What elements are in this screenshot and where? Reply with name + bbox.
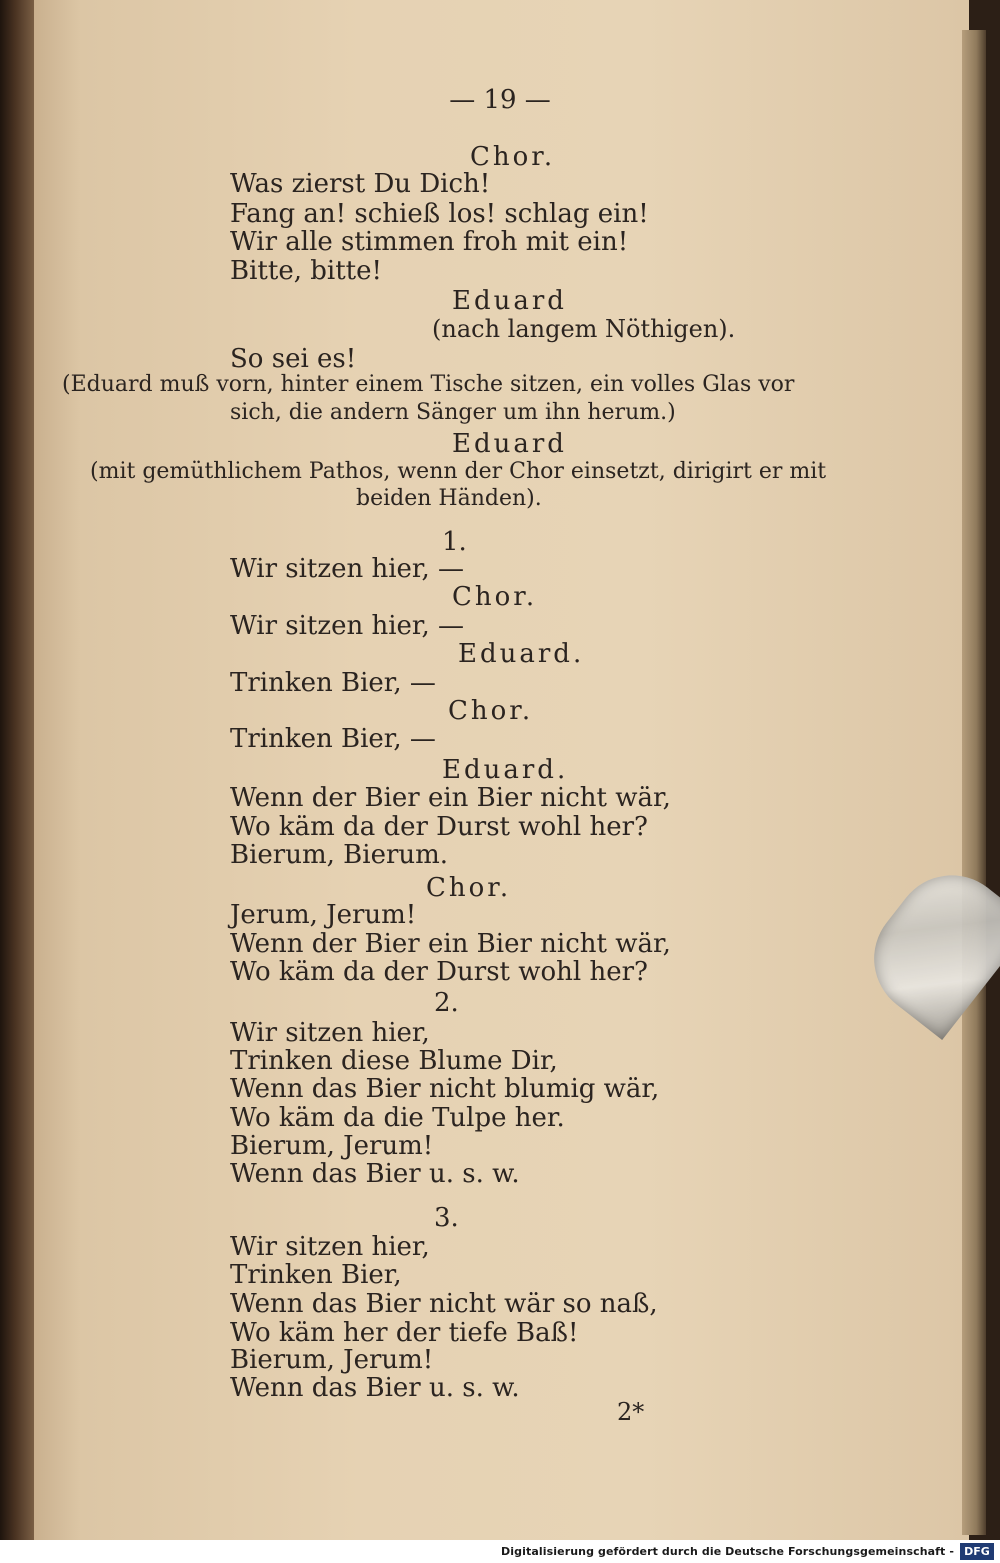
footer-credit: Digitalisierung gefördert durch die Deutsche Forschungsgemeinschaft - [501,1545,954,1558]
text-line-direction: (Eduard muß vorn, hinter einem Tische sitzen, ein volles Glas vor [62,372,795,397]
text-line-direction: (nach langem Nöthigen). [432,315,736,343]
page-number: — 19 — [449,85,551,115]
text-line-verse: Wo käm da der Durst wohl her? [230,957,648,987]
text-line-direction: (mit gemüthlichem Pathos, wenn der Chor einsetzt, dirigirt er mit [90,459,827,484]
text-line-verse: Wenn das Bier nicht blumig wär, [230,1074,660,1104]
text-line-verse: Trinken Bier, — [230,724,436,754]
text-line-verse: Wir sitzen hier, — [230,554,465,584]
text-line-verse: Wenn der Bier ein Bier nicht wär, [230,783,671,813]
signature-mark: 2* [617,1398,645,1426]
text-line-direction: sich, die andern Sänger um ihn herum.) [230,400,676,425]
text-line-verse: Bitte, bitte! [230,256,382,286]
text-line-verse: Bierum, Bierum. [230,840,449,870]
text-line-verse: So sei es! [230,344,357,374]
text-line-speaker: Chor. [448,696,534,726]
text-line-verse: Wenn das Bier u. s. w. [230,1373,520,1403]
text-line-verse: Bierum, Jerum! [230,1131,434,1161]
text-line-speaker: Eduard [452,429,567,459]
text-line-verse: Wo käm da der Durst wohl her? [230,812,648,842]
text-line-verse: Wir sitzen hier, [230,1232,430,1262]
dfg-logo: DFG [960,1543,994,1560]
text-line-verse: Trinken Bier, [230,1260,402,1290]
text-line-verse: Wo käm her der tiefe Baß! [230,1318,579,1348]
text-line-verse: Bierum, Jerum! [230,1345,434,1375]
text-line-number: 3. [434,1203,459,1233]
text-line-verse: Wenn das Bier nicht wär so naß, [230,1289,658,1319]
text-line-verse: Jerum, Jerum! [230,900,417,930]
text-line-number: 2. [434,988,459,1018]
text-line-verse: Wir sitzen hier, — [230,611,465,641]
text-line-verse: Wenn der Bier ein Bier nicht wär, [230,929,671,959]
text-line-direction: beiden Händen). [356,486,542,511]
text-line-verse: Fang an! schieß los! schlag ein! [230,199,649,229]
text-line-speaker: Eduard [452,286,567,316]
text-line-number: 1. [442,527,467,557]
text-line-verse: Was zierst Du Dich! [230,169,491,199]
book-spine-edge [0,0,34,1540]
text-line-verse: Wenn das Bier u. s. w. [230,1159,520,1189]
text-line-verse: Trinken diese Blume Dir, [230,1046,558,1076]
text-line-speaker: Chor. [452,582,538,612]
text-line-verse: Wir sitzen hier, [230,1018,430,1048]
text-line-verse: Wir alle stimmen froh mit ein! [230,227,629,257]
text-line-verse: Wo käm da die Tulpe her. [230,1103,565,1133]
text-line-speaker: Chor. [470,142,556,172]
text-line-speaker: Chor. [426,873,512,903]
text-line-speaker: Eduard. [458,639,585,669]
text-line-speaker: Eduard. [442,755,569,785]
page-stack-edge [962,30,986,1535]
text-line-verse: Trinken Bier, — [230,668,436,698]
